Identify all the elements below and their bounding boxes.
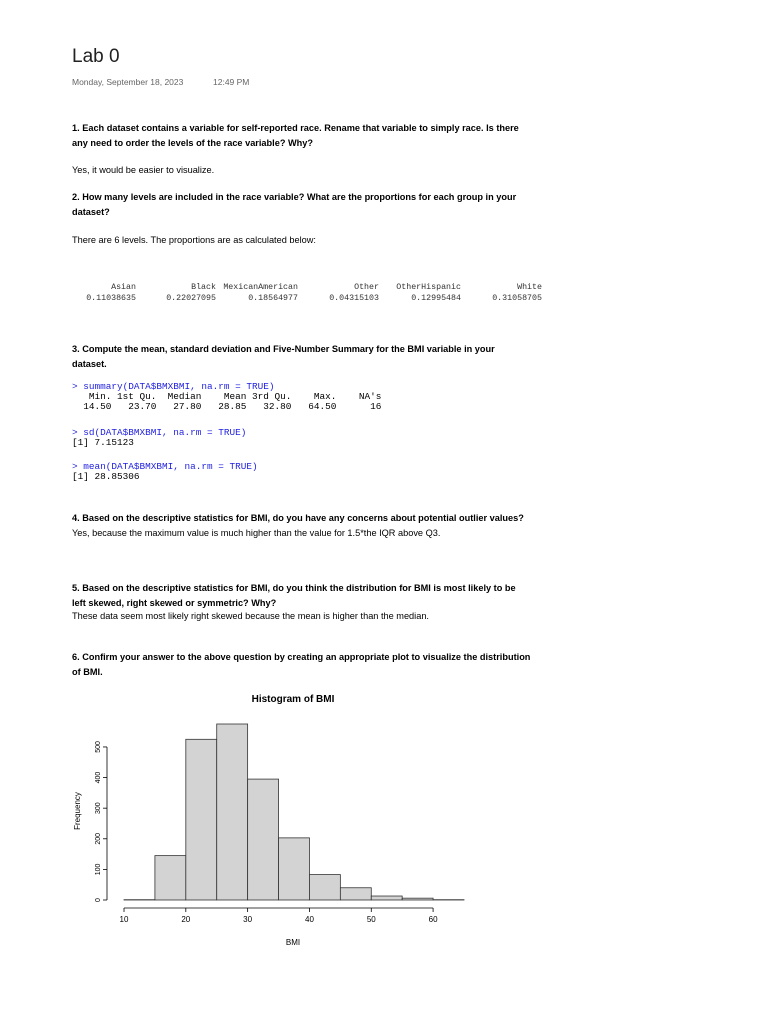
y-tick-label: 100 — [95, 863, 102, 876]
x-tick-label: 20 — [181, 915, 191, 924]
x-tick-label: 10 — [119, 915, 129, 924]
x-axis-label: BMI — [285, 938, 301, 947]
r-command-mean: > mean(DATA$BMXBMI, na.rm = TRUE) — [72, 461, 258, 472]
histogram-bar — [155, 856, 186, 900]
histogram-bar — [340, 888, 371, 900]
question-1-line2: any need to order the levels of the race variable? Why? — [72, 137, 313, 148]
table-cell: 0.18564977 — [248, 294, 298, 303]
question-2-line2: dataset? — [72, 206, 110, 217]
y-tick-label: 400 — [95, 771, 102, 784]
answer-2: There are 6 levels. The proportions are as calculated below: — [72, 235, 316, 245]
question-6-line1: 6. Confirm your answer to the above question by creating an appropriate plot to visualize the distribution — [72, 652, 531, 662]
histogram-bar — [402, 898, 433, 900]
table-header: OtherHispanic — [396, 283, 461, 292]
r-command-summary: > summary(DATA$BMXBMI, na.rm = TRUE) — [72, 381, 275, 392]
histogram-bar — [279, 838, 310, 900]
table-cell: 0.12995484 — [411, 294, 461, 303]
x-tick-label: 30 — [243, 915, 253, 924]
table-cell: 0.04315103 — [329, 294, 379, 303]
bars-group — [124, 724, 464, 900]
question-2-line1: 2. How many levels are included in the race variable? What are the proportions for each group in your — [72, 192, 517, 202]
r-output-sd: [1] 7.15123 — [72, 437, 134, 448]
table-header: White — [517, 283, 542, 292]
x-tick-label: 40 — [305, 915, 314, 924]
y-axis — [95, 741, 107, 902]
table-cell: 0.22027095 — [166, 294, 216, 303]
chart-title: Histogram of BMI — [251, 694, 335, 705]
page-time: 12:49 PM — [213, 77, 250, 87]
question-3-line2: dataset. — [72, 358, 107, 369]
x-tick-label: 50 — [366, 915, 376, 924]
page-date: Monday, September 18, 2023 — [72, 77, 184, 87]
question-5 — [72, 581, 562, 610]
y-tick-label: 0 — [95, 898, 102, 902]
question-5-line2: left skewed, right skewed or symmetric? Why? — [72, 597, 277, 608]
question-3 — [72, 342, 562, 371]
y-axis-label: Frequency — [73, 792, 82, 830]
answer-1: Yes, it would be easier to visualize. — [72, 165, 215, 175]
r-command-sd: > sd(DATA$BMXBMI, na.rm = TRUE) — [72, 427, 247, 438]
answer-4: Yes, because the maximum value is much higher than the value for 1.5*the IQR above Q3. — [72, 528, 441, 538]
y-tick-label: 300 — [95, 802, 102, 815]
histogram-bar — [309, 875, 340, 900]
histogram-bar — [371, 896, 402, 900]
table-cell: 0.11038635 — [86, 294, 136, 303]
histogram-bar — [217, 724, 248, 900]
page-title: Lab 0 — [72, 46, 120, 67]
table-header: Black — [191, 283, 216, 292]
question-6 — [72, 650, 582, 679]
x-tick-label: 60 — [428, 915, 438, 924]
histogram-bar — [248, 779, 279, 900]
answer-5: These data seem most likely right skewed because the mean is higher than the median. — [72, 611, 429, 621]
table-header: MexicanAmerican — [223, 283, 298, 292]
x-axis — [120, 908, 439, 924]
question-1 — [72, 121, 562, 150]
y-tick-label: 200 — [95, 832, 102, 845]
table-header: Other — [354, 283, 379, 292]
question-3-line1: 3. Compute the mean, standard deviation and Five-Number Summary for the BMI variable in your — [72, 344, 495, 354]
y-tick-label: 500 — [95, 741, 102, 753]
question-6-line2: of BMI. — [72, 666, 103, 677]
table-header: Asian — [111, 283, 136, 292]
question-1-line1: 1. Each dataset contains a variable for self-reported race. Rename that variable to simply race. Is there — [72, 123, 519, 133]
r-output-summary-values: 14.50 23.70 27.80 28.85 32.80 64.50 16 — [72, 401, 382, 412]
table-cell: 0.31058705 — [492, 294, 542, 303]
r-output-summary-header: Min. 1st Qu. Median Mean 3rd Qu. Max. NA's — [72, 391, 382, 402]
histogram-bar — [186, 739, 217, 900]
bmi-histogram — [66, 686, 486, 956]
question-2 — [72, 190, 562, 219]
question-5-line1: 5. Based on the descriptive statistics for BMI, do you think the distribution for BMI is most likely to be — [72, 583, 516, 593]
question-4: 4. Based on the descriptive statistics for BMI, do you have any concerns about potential outlier values? — [72, 513, 524, 523]
r-output-mean: [1] 28.85306 — [72, 471, 140, 482]
